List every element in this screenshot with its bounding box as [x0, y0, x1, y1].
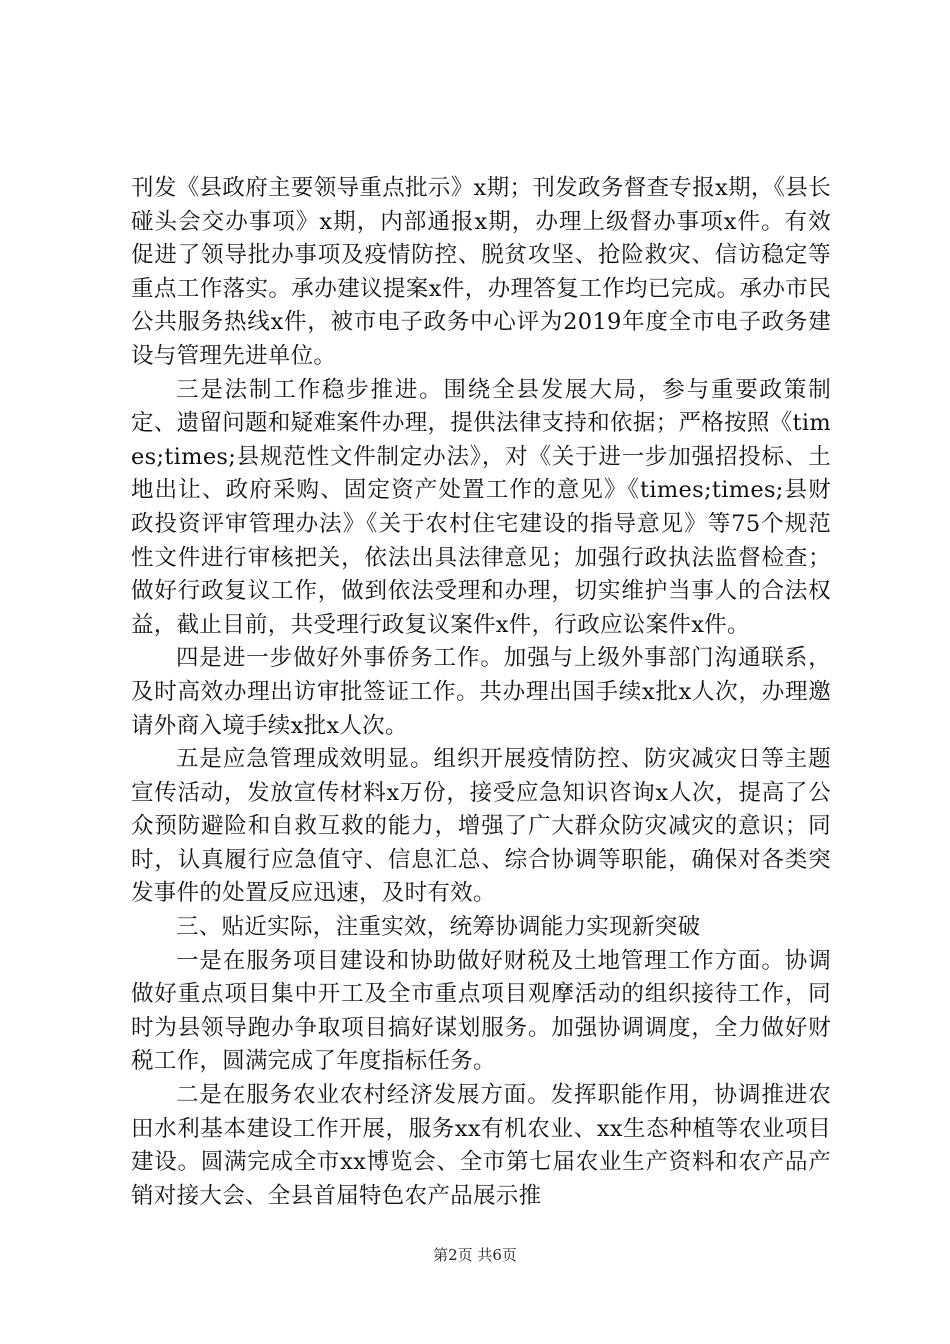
- paragraph-foreign-affairs: 四是进一步做好外事侨务工作。加强与上级外事部门沟通联系，及时高效办理出访审批签证工作。共办理出国手续x批x人次，办理邀请外商入境手续x批x人次。: [131, 645, 831, 739]
- paragraph-continuation: 刊发《县政府主要领导重点批示》x期；刊发政务督查专报x期，《县长碰头会交办事项》x期，内部通报x期，办理上级督办事项x件。有效促进了领导批办事项及疫情防控、脱贫攻坚、抢险救灾、信访稳定等重点工作落实。承办建议提案x件，办理答复工作均已完成。承办市民公共服务热线x件，被市电子政务中心评为2019年度全市电子政务建设与管理先进单位。: [131, 175, 831, 369]
- paragraph-emergency-management: 五是应急管理成效明显。组织开展疫情防控、防灾减灾日等主题宣传活动，发放宣传材料x万份，接受应急知识咨询x人次，提高了公众预防避险和自救互救的能力，增强了广大群众防灾减灾的意识；同时，认真履行应急值守、信息汇总、综合协调等职能，确保对各类突发事件的处置反应迅速，及时有效。: [131, 746, 831, 907]
- section-heading: 三、贴近实际，注重实效，统筹协调能力实现新突破: [176, 914, 701, 941]
- page-footer: 第2页 共6页: [433, 1246, 517, 1264]
- document-body: [131, 172, 831, 1213]
- paragraph-project-service: 一是在服务项目建设和协助做好财税及土地管理工作方面。协调做好重点项目集中开工及全市重点项目观摩活动的组织接待工作，同时为县领导跑办争取项目搞好谋划服务。加强协调调度，全力做好财税工作，圆满完成了年度指标任务。: [131, 947, 831, 1075]
- paragraph-legal-work: 三是法制工作稳步推进。围绕全县发展大局，参与重要政策制定、遗留问题和疑难案件办理，提供法律支持和依据；严格按照《times;times;县规范性文件制定办法》，对《关于进一步加强招投标、土地出让、政府采购、固定资产处置工作的意见》《times;times;县财政投资评审管理办法》《关于农村住宅建设的指导意见》等75个规范性文件进行审核把关，依法出具法律意见；加强行政执法监督检查；做好行政复议工作，做到依法受理和办理，切实维护当事人的合法权益，截止目前，共受理行政复议案件x件，行政应讼案件x件。: [131, 376, 831, 638]
- paragraph-agriculture-service: 二是在服务农业农村经济发展方面。发挥职能作用，协调推进农田水利基本建设工作开展，服务xx有机农业、xx生态种植等农业项目建设。圆满完成全市xx博览会、全市第七届农业生产资料和农产品产销对接大会、全县首届特色农产品展示推: [131, 1082, 831, 1209]
